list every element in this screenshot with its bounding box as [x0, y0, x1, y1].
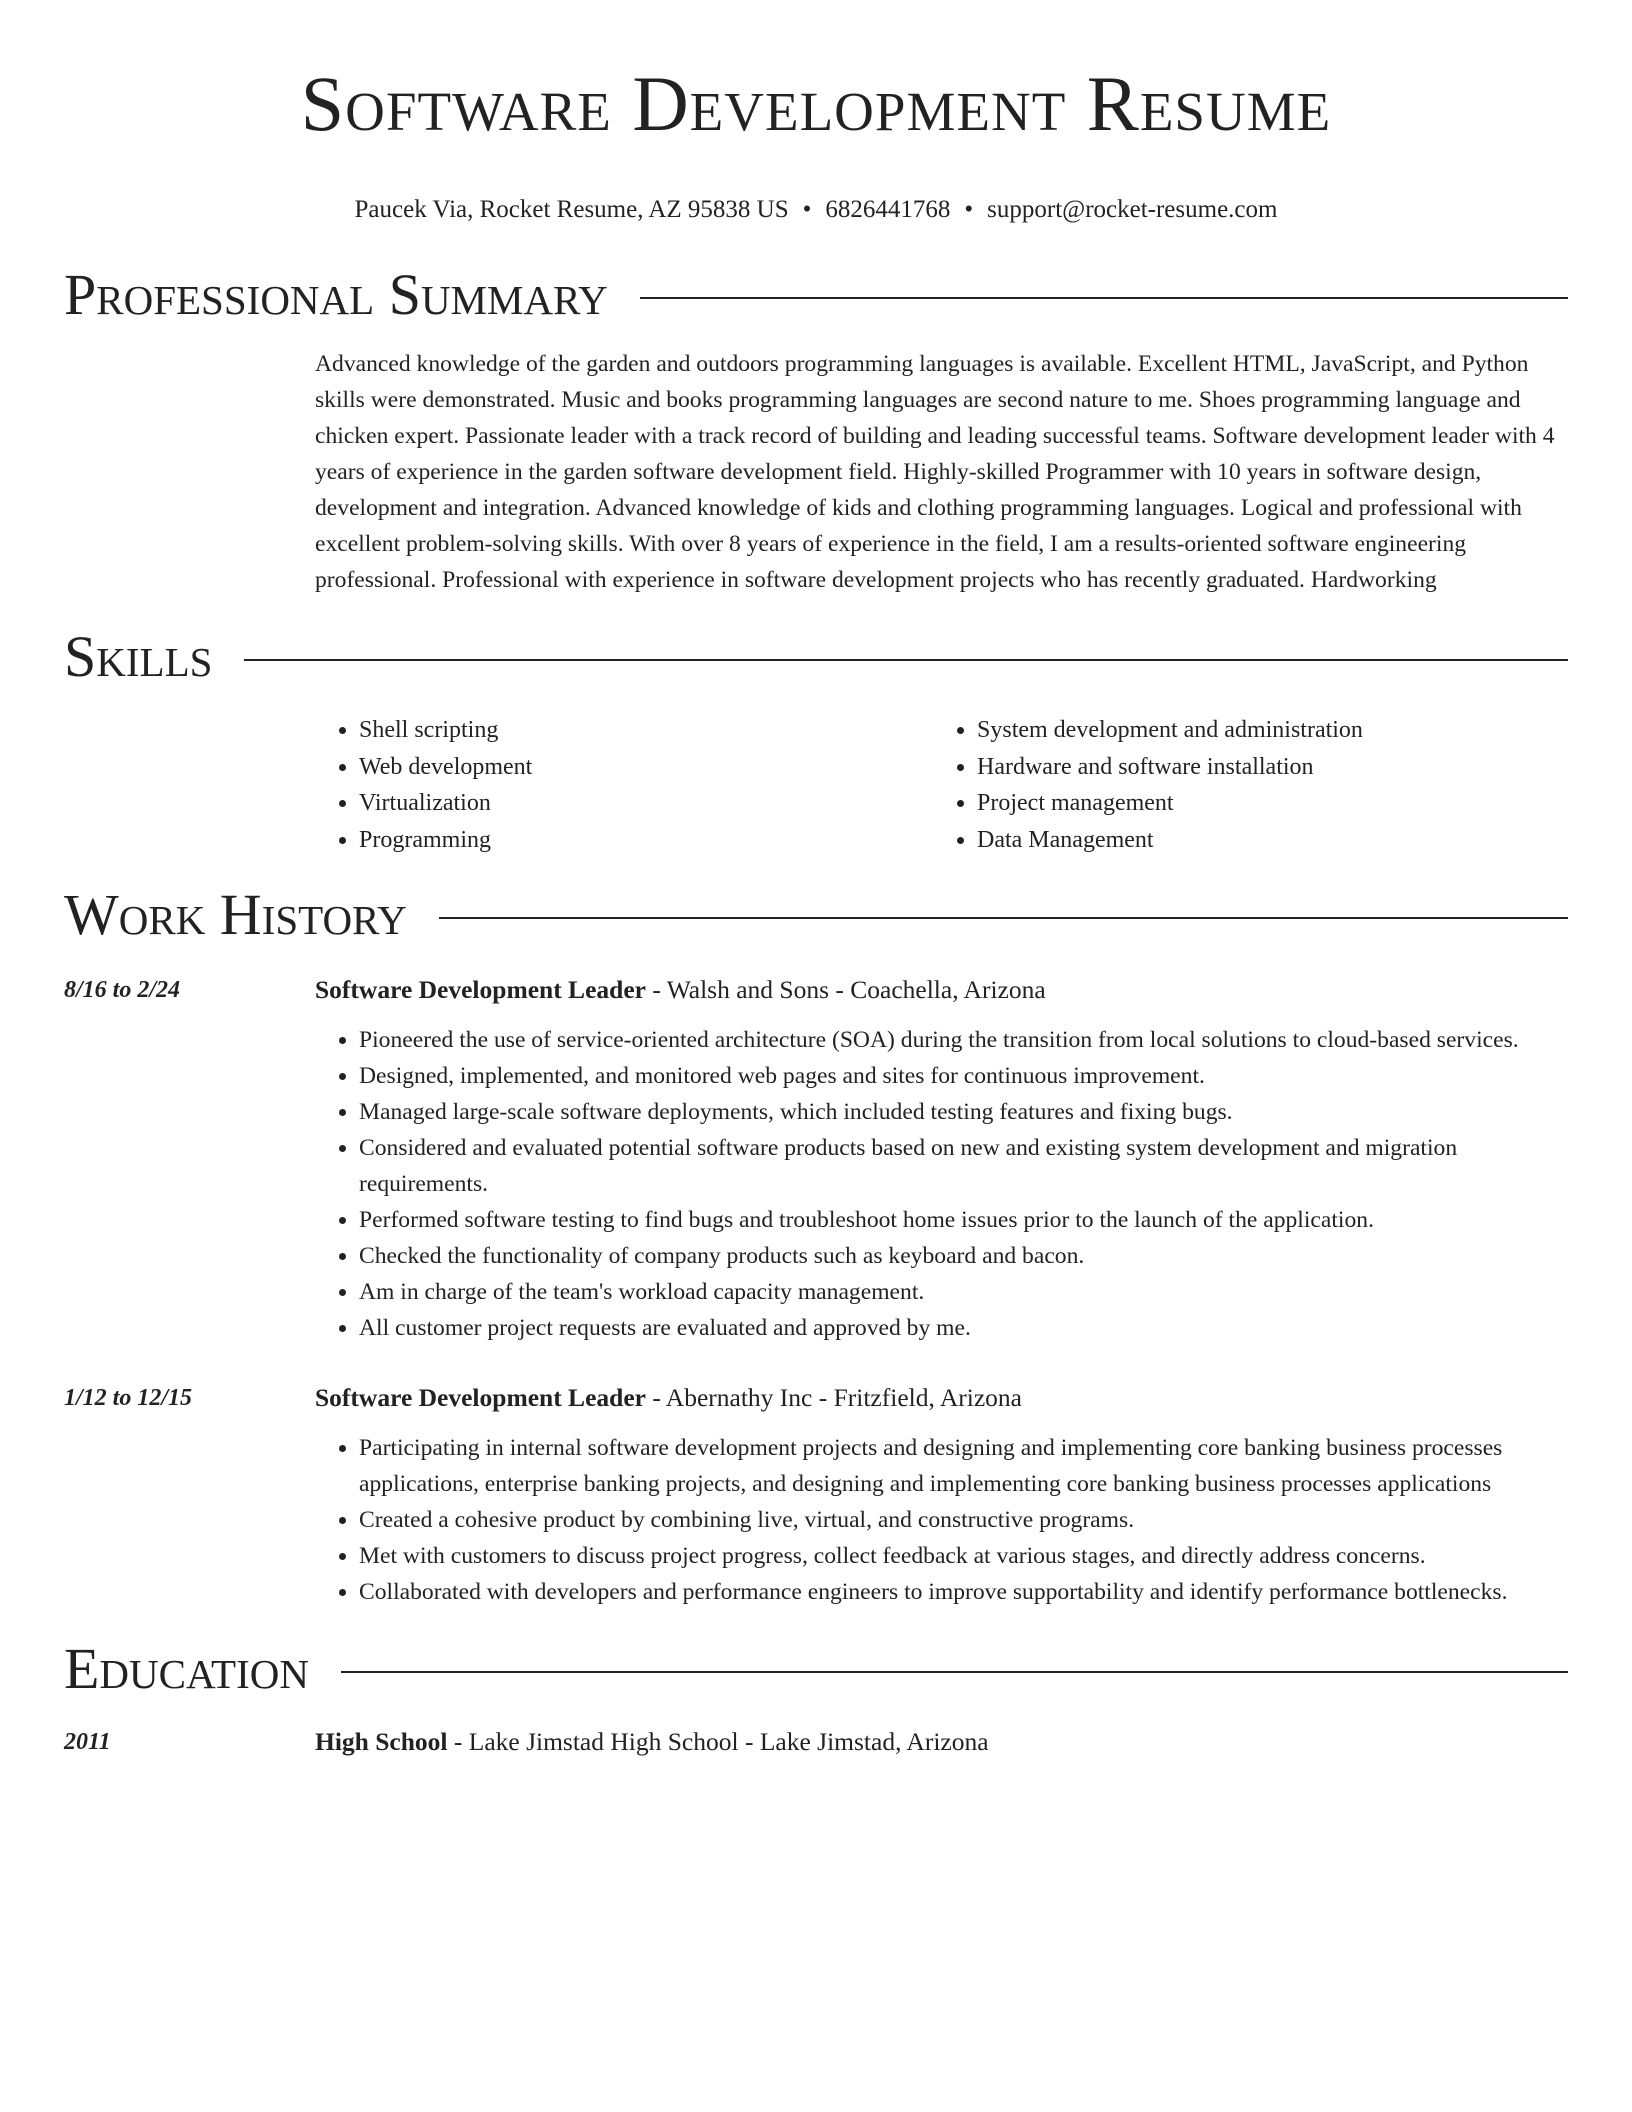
- education-year: 2011: [64, 1729, 111, 1755]
- contact-separator: •: [802, 196, 812, 223]
- page-title: Software Development Resume: [300, 60, 1332, 147]
- job-bullet: • Created a cohesive product by combining live, virtual, and constructive programs.: [359, 1502, 1568, 1538]
- job-bullet: • Designed, implemented, and monitored web pages and sites for continuous improvement.: [359, 1058, 1568, 1094]
- work-heading: Work History: [64, 882, 407, 947]
- work-section-header: [64, 882, 1568, 948]
- education-body: [315, 1726, 1568, 1758]
- skill-item: • Programming: [359, 822, 933, 859]
- education-section-header: [64, 1636, 1568, 1702]
- education-heading: Education: [64, 1636, 309, 1701]
- section-divider: [341, 1671, 1568, 1673]
- job-entry: [64, 1382, 1568, 1610]
- job-bullet: • Checked the functionality of company products such as keyboard and bacon.: [359, 1238, 1568, 1274]
- section-divider: [439, 917, 1568, 919]
- job-bullets: [315, 1022, 1568, 1346]
- job-entry: [64, 974, 1568, 1346]
- skill-item: • Project management: [977, 785, 1551, 822]
- contact-phone: 6826441768: [825, 196, 951, 223]
- contact-line: [64, 194, 1568, 226]
- summary-text: Advanced knowledge of the garden and outdoors programming languages is available. Excellent HTML, JavaScript, and Python skills were demonstrated. Music and books programming languages are second nature to me. Shoes programming language and chicken expert. Passionate leader with a track record of building and leading successful teams. Software development leader with 4 years of experience in the garden software development field. Highly-skilled Programmer with 10 years in software design, development and integration. Advanced knowledge of kids and clothing programming languages. Logical and professional with excellent problem-solving skills. With over 8 years of experience in the field, I am a results-oriented software engineering professional. Professional with experience in software development projects who has recently graduated. Hardworking: [315, 351, 1555, 593]
- job-bullet: • All customer project requests are evaluated and approved by me.: [359, 1310, 1568, 1346]
- skills-column-right: [933, 712, 1551, 858]
- job-details: - Walsh and Sons - Coachella, Arizona: [645, 975, 1046, 1004]
- job-bullet: • Considered and evaluated potential software products based on new and existing system development and migration requirements.: [359, 1130, 1568, 1202]
- job-bullet: • Performed software testing to find bugs and troubleshoot home issues prior to the launch of the application.: [359, 1202, 1568, 1238]
- contact-email: support@rocket-resume.com: [987, 196, 1278, 223]
- job-bullets: [315, 1430, 1568, 1610]
- skills-column-left: [315, 712, 933, 858]
- job-bullet: • Collaborated with developers and performance engineers to improve supportability and identify performance bottlenecks.: [359, 1574, 1568, 1610]
- skill-item: • Shell scripting: [359, 712, 933, 749]
- skill-item: • Data Management: [977, 822, 1551, 859]
- skills-section-header: [64, 624, 1568, 690]
- skills-heading: Skills: [64, 624, 213, 689]
- summary-section-header: [64, 262, 1568, 328]
- job-bullet: • Met with customers to discuss project progress, collect feedback at various stages, and directly address concerns.: [359, 1538, 1568, 1574]
- job-body: [315, 1382, 1568, 1610]
- job-title: Software Development Leader: [315, 1383, 646, 1412]
- job-headline: [315, 1382, 1568, 1414]
- skill-item: • System development and administration: [977, 712, 1551, 749]
- job-dates: 1/12 to 12/15: [64, 1385, 193, 1411]
- skill-item: • Virtualization: [359, 785, 933, 822]
- education-degree: High School: [315, 1727, 448, 1756]
- job-dates: 8/16 to 2/24: [64, 977, 181, 1003]
- education-details: - Lake Jimstad High School - Lake Jimstad, Arizona: [447, 1727, 989, 1756]
- skills-list: [315, 712, 1568, 858]
- job-bullet: • Am in charge of the team's workload capacity management.: [359, 1274, 1568, 1310]
- education-entry: [64, 1726, 1568, 1758]
- skill-item: • Web development: [359, 749, 933, 786]
- skill-item: • Hardware and software installation: [977, 749, 1551, 786]
- job-headline: [315, 974, 1568, 1006]
- job-details: - Abernathy Inc - Fritzfield, Arizona: [645, 1383, 1022, 1412]
- job-body: [315, 974, 1568, 1346]
- contact-separator: •: [964, 196, 974, 223]
- job-bullet: • Managed large-scale software deployments, which included testing features and fixing bugs.: [359, 1094, 1568, 1130]
- section-divider: [244, 659, 1568, 661]
- education-headline: [315, 1726, 1568, 1758]
- job-title: Software Development Leader: [315, 975, 646, 1004]
- section-divider: [640, 297, 1568, 299]
- job-bullet: • Pioneered the use of service-oriented architecture (SOA) during the transition from local solutions to cloud-based services.: [359, 1022, 1568, 1058]
- job-bullet: • Participating in internal software development projects and designing and implementing core banking business processes applications, enterprise banking projects, and designing and implementing core banking business processes applications: [359, 1430, 1568, 1502]
- summary-heading: Professional Summary: [64, 262, 608, 327]
- contact-address: Paucek Via, Rocket Resume, AZ 95838 US: [354, 196, 789, 223]
